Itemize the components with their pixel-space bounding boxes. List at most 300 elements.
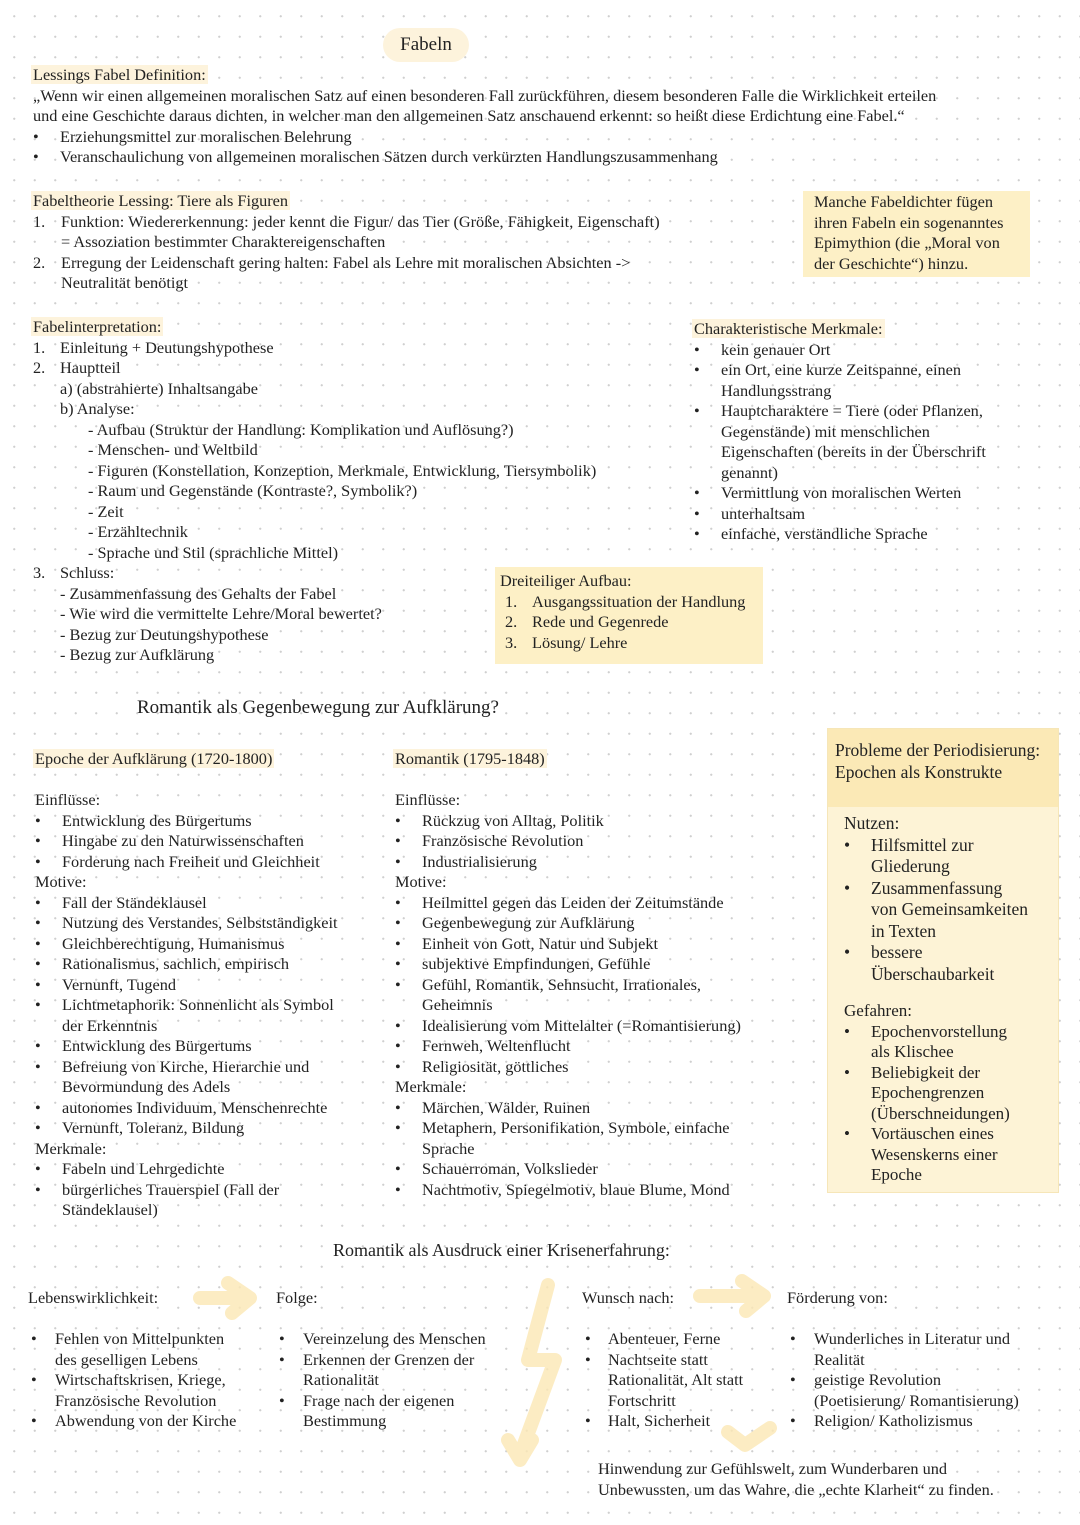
line-text: Nutzung des Verstandes, Selbstständigkeit — [62, 913, 338, 932]
list-item — [395, 934, 741, 955]
line-text: Manche Fabeldichter fügen — [814, 192, 994, 211]
line-text: = Assoziation bestimmter Charaktereigenschaften — [61, 232, 386, 251]
aufklaerung-column — [35, 749, 338, 1221]
bullet-icon: • — [35, 1036, 41, 1055]
line-text: Befreiung von Kirche, Hierarchie und — [62, 1056, 310, 1076]
list-number: 1. — [505, 591, 518, 611]
bullet-icon: • — [35, 810, 41, 830]
list-number: 2. — [33, 252, 46, 272]
list-item — [276, 1350, 486, 1371]
line-text: Merkmale: — [395, 1077, 467, 1096]
list-item — [33, 358, 596, 379]
line-text: Gliederung — [871, 856, 950, 876]
line-text: Fall der Ständeklausel — [62, 892, 207, 912]
line-text: autonomes Individuum, Menschenrechte — [62, 1097, 328, 1117]
line-text: b) Analyse: — [60, 399, 135, 418]
text-line — [814, 192, 1003, 213]
list-item — [33, 212, 660, 233]
bullet-icon: • — [694, 483, 700, 502]
list-item — [582, 1391, 743, 1412]
line-text: Rationalität, Alt statt — [608, 1370, 744, 1389]
list-item — [276, 1329, 486, 1350]
line-text: Religion/ Katholizismus — [814, 1411, 973, 1430]
spacer — [28, 1309, 236, 1330]
list-item — [33, 440, 596, 461]
list-item — [395, 995, 741, 1016]
line-text: Wirtschaftskrisen, Kriege, — [55, 1370, 226, 1389]
line-text: kein genauer Ort — [721, 339, 831, 359]
text-line — [35, 1139, 338, 1160]
list-number: 3. — [505, 632, 518, 652]
line-text: Lessings Fabel Definition: — [33, 65, 206, 84]
bullet-icon: • — [35, 1097, 41, 1117]
line-text: Epochenvorstellung — [871, 1021, 1007, 1041]
line-text: Rationalismus, sachlich, empirisch — [62, 954, 289, 973]
line-text: ein Ort, eine kurze Zeitspanne, einen — [721, 360, 962, 379]
list-item — [33, 502, 596, 523]
line-text: Epoche der Aufklärung (1720-1800) — [35, 749, 273, 768]
line-text: (Poetisierung/ Romantisierung) — [814, 1390, 1019, 1410]
block-heading — [395, 749, 741, 770]
block-heading — [33, 191, 660, 212]
line-text: Schauerroman, Volkslieder — [422, 1159, 598, 1178]
list-item — [844, 1124, 1010, 1145]
bullet-icon: • — [395, 1056, 401, 1076]
line-text: Französische Revolution — [55, 1390, 217, 1410]
line-text: - Erzähltechnik — [88, 522, 188, 541]
list-item — [33, 461, 596, 482]
bullet-icon: • — [694, 360, 700, 379]
line-text: - Bezug zur Deutungshypothese — [60, 624, 269, 644]
text-line — [35, 872, 338, 893]
line-text: Bevormundung des Adels — [62, 1077, 231, 1096]
list-number: 2. — [33, 358, 46, 377]
list-item — [395, 913, 741, 934]
bullet-icon: • — [31, 1370, 37, 1389]
line-text: - Figuren (Konstellation, Konzeption, Merkmale, Entwicklung, Tiersymbolik) — [88, 460, 597, 480]
line-text: Hauptcharaktere = Tiere (oder Pflanzen, — [721, 401, 983, 420]
text-line — [500, 571, 745, 592]
list-item — [276, 1391, 486, 1412]
list-number: 1. — [33, 211, 46, 231]
list-item — [694, 463, 986, 484]
list-item — [844, 835, 1028, 857]
list-item — [694, 360, 986, 381]
list-item — [500, 592, 745, 613]
line-text: Hingabe zu den Naturwissenschaften — [62, 831, 304, 850]
line-text: Förderung von: — [787, 1288, 888, 1307]
line-text: der Erkenntnis — [62, 1015, 158, 1035]
text-line — [276, 1288, 486, 1309]
line-text: Überschaubarkeit — [871, 963, 995, 984]
line-text: Französische Revolution — [422, 831, 584, 850]
list-item — [35, 1098, 338, 1119]
line-text: und eine Geschichte daraus dichten, in welcher man den allgemeinen Satz anschauend erkennt: so heißt diese Erdichtung eine Fabel.“ — [33, 106, 905, 125]
bullet-icon: • — [395, 1097, 401, 1117]
list-item — [582, 1411, 743, 1432]
line-text: Religiosität, göttliches — [422, 1056, 569, 1076]
text-line — [395, 790, 741, 811]
periodization-note — [827, 728, 1059, 1193]
line-text: - Zeit — [88, 501, 124, 521]
line-text: Gleichberechtigung, Humanismus — [62, 933, 285, 953]
list-item — [395, 1098, 741, 1119]
list-item — [582, 1350, 743, 1371]
list-number: 1. — [33, 337, 46, 357]
bullet-icon: • — [31, 1329, 37, 1348]
list-item — [787, 1350, 1019, 1371]
line-text: Lösung/ Lehre — [532, 632, 628, 652]
bullet-icon: • — [35, 913, 41, 932]
romantik-column — [395, 749, 741, 1200]
line-text: Gefühl, Romantik, Sehnsucht, Irrationales, — [422, 974, 701, 994]
list-item — [844, 964, 1028, 986]
list-item — [35, 995, 338, 1016]
list-item — [276, 1370, 486, 1391]
line-text: Nachtseite statt — [608, 1349, 708, 1369]
line-text: in Texten — [871, 920, 937, 941]
line-text: Metaphern, Personifikation, Symbole, einfache — [422, 1118, 730, 1137]
list-item — [844, 1145, 1010, 1166]
structure-note — [495, 567, 763, 664]
bullet-icon: • — [395, 1159, 401, 1178]
line-text: Lichtmetaphorik: Sonnenlicht als Symbol — [62, 995, 334, 1014]
line-text: Lebenswirklichkeit: — [28, 1288, 159, 1307]
line-text: Rückzug von Alltag, Politik — [422, 810, 604, 830]
list-item — [35, 893, 338, 914]
text-line — [33, 106, 936, 127]
bullet-icon: • — [395, 1179, 401, 1199]
line-text: Wunsch nach: — [582, 1288, 675, 1307]
line-text: Vereinzelung des Menschen — [303, 1329, 486, 1348]
list-item — [33, 543, 596, 564]
list-item — [395, 1159, 741, 1180]
list-item — [33, 399, 596, 420]
bullet-icon: • — [844, 1062, 850, 1082]
fable-theory — [33, 191, 660, 294]
list-item — [33, 420, 596, 441]
line-text: Dreiteiliger Aufbau: — [500, 571, 632, 590]
spacer — [276, 1309, 486, 1330]
bullet-icon: • — [395, 913, 401, 932]
bullet-icon: • — [35, 995, 41, 1014]
bullet-icon: • — [844, 834, 851, 855]
line-text: Einheit von Gott, Natur und Subjekt — [422, 933, 659, 953]
list-item — [35, 1180, 338, 1201]
line-text: Vernunft, Tugend — [62, 974, 176, 994]
line-text: Einflüsse: — [395, 790, 461, 809]
bullet-icon: • — [844, 1021, 850, 1041]
bullet-icon: • — [395, 831, 401, 850]
line-text: Epimythion (die „Moral von — [814, 233, 1000, 252]
line-text: Schluss: — [60, 563, 115, 582]
list-item — [500, 612, 745, 633]
list-item — [844, 856, 1028, 878]
list-item — [395, 831, 741, 852]
line-text: Ausgangssituation der Handlung — [532, 591, 746, 611]
line-text: als Klischee — [871, 1042, 954, 1061]
line-text: Gegenbewegung zur Aufklärung — [422, 913, 635, 932]
list-item — [844, 1165, 1010, 1186]
characteristics — [694, 319, 986, 545]
list-item — [33, 273, 660, 294]
list-item — [35, 1077, 338, 1098]
line-text: subjektive Empfindungen, Gefühle — [422, 954, 651, 973]
line-text: Entwicklung des Bürgertums — [62, 1036, 252, 1055]
bullet-icon: • — [790, 1370, 796, 1389]
bullet-icon: • — [279, 1329, 285, 1348]
line-text: Funktion: Wiedererkennung: jeder kennt die Figur/ das Tier (Größe, Fähigkeit, Eigenschaft) — [61, 211, 660, 231]
line-text: genannt) — [721, 462, 778, 482]
list-item — [844, 942, 1028, 964]
line-text: Abenteuer, Ferne — [608, 1329, 721, 1348]
text-line — [844, 1001, 1010, 1022]
line-text: Rede und Gegenrede — [532, 612, 669, 631]
list-item — [787, 1370, 1019, 1391]
list-item — [35, 954, 338, 975]
list-item — [395, 975, 741, 996]
krise-column-foerderung — [787, 1288, 1019, 1432]
line-text: Charakteristische Merkmale: — [694, 319, 883, 338]
list-item — [35, 913, 338, 934]
bullet-icon: • — [694, 524, 700, 543]
bullet-icon: • — [790, 1411, 796, 1430]
fable-definition — [33, 65, 936, 168]
bullet-icon: • — [395, 1036, 401, 1055]
line-text: Nachtmotiv, Spiegelmotiv, blaue Blume, Mond — [422, 1179, 730, 1199]
bullet-icon: • — [790, 1329, 796, 1348]
list-item — [35, 1118, 338, 1139]
bullet-icon: • — [585, 1411, 591, 1430]
bullet-icon: • — [395, 1118, 401, 1137]
line-text: Wesenskerns einer — [871, 1144, 998, 1164]
block-heading — [35, 749, 338, 770]
bullet-icon: • — [395, 1015, 401, 1035]
list-item — [28, 1329, 236, 1350]
line-text: Vermittlung von moralischen Werten — [721, 483, 962, 502]
spacer — [582, 1309, 743, 1330]
bullet-icon: • — [31, 1411, 37, 1430]
line-text: Geheimnis — [422, 995, 493, 1014]
list-item — [395, 1139, 741, 1160]
list-item — [35, 811, 338, 832]
list-item — [395, 852, 741, 873]
list-item — [33, 147, 936, 168]
line-text: Handlungsstrang — [721, 380, 832, 400]
list-item — [35, 831, 338, 852]
bullet-icon: • — [35, 1179, 41, 1199]
page-title: Fabeln — [383, 28, 469, 62]
line-text: Folge: — [276, 1288, 318, 1307]
list-item — [33, 379, 596, 400]
line-text: ihren Fabeln ein sogenanntes — [814, 212, 1004, 232]
line-text: einfache, verständliche Sprache — [721, 524, 928, 543]
line-text: Hilfsmittel zur — [871, 834, 974, 855]
line-text: Neutralität benötigt — [61, 273, 189, 292]
line-text: des geselligen Lebens — [55, 1349, 198, 1369]
list-item — [787, 1391, 1019, 1412]
line-text: Epoche — [871, 1165, 922, 1184]
text-line — [844, 813, 1028, 835]
bullet-icon: • — [35, 831, 41, 850]
line-text: (Überschneidungen) — [871, 1103, 1010, 1123]
list-item — [35, 1200, 338, 1221]
line-text: bürgerliches Trauerspiel (Fall der — [62, 1179, 280, 1199]
line-text: Vernunft, Toleranz, Bildung — [62, 1118, 245, 1137]
text-line — [787, 1288, 1019, 1309]
text-line — [395, 872, 741, 893]
text-line — [33, 86, 936, 107]
line-text: geistige Revolution — [814, 1370, 942, 1389]
line-text: - Zusammenfassung des Gehalts der Fabel — [60, 583, 337, 603]
list-item — [395, 1036, 741, 1057]
line-text: Beliebigkeit der — [871, 1062, 981, 1082]
bullet-icon: • — [395, 974, 401, 994]
list-item — [35, 1016, 338, 1037]
line-text: Fehlen von Mittelpunkten — [55, 1329, 225, 1348]
list-item — [395, 1118, 741, 1139]
bullet-icon: • — [279, 1390, 285, 1410]
list-item — [35, 1057, 338, 1078]
list-item — [395, 1180, 741, 1201]
list-item — [844, 878, 1028, 900]
list-item — [395, 1016, 741, 1037]
list-item — [844, 1104, 1010, 1125]
list-item — [35, 934, 338, 955]
line-text: Industrialisierung — [422, 851, 537, 871]
line-text: Wunderliches in Literatur und — [814, 1329, 1011, 1348]
list-item — [35, 852, 338, 873]
periodization-header: Probleme der Periodisierung: Epochen als Konstrukte — [828, 729, 1058, 807]
list-item — [787, 1411, 1019, 1432]
list-item — [582, 1370, 743, 1391]
line-text: von Gemeinsamkeiten — [871, 899, 1028, 919]
line-text: Frage nach der eigenen — [303, 1390, 455, 1410]
krise-column-folge — [276, 1288, 486, 1432]
line-text: Märchen, Wälder, Ruinen — [422, 1097, 591, 1117]
list-item — [844, 1083, 1010, 1104]
line-text: Ständeklausel) — [62, 1200, 158, 1219]
spacer — [787, 1309, 1019, 1330]
line-text: Romantik (1795-1848) — [395, 749, 545, 768]
line-text: Forderung nach Freiheit und Gleichheit — [62, 851, 320, 871]
list-item — [33, 253, 660, 274]
line-text: Fortschritt — [608, 1390, 676, 1410]
line-text: Hauptteil — [60, 358, 121, 377]
line-text: Entwicklung des Bürgertums — [62, 810, 252, 830]
line-text: Abwendung von der Kirche — [55, 1411, 237, 1430]
list-item — [395, 1057, 741, 1078]
bullet-icon: • — [395, 892, 401, 912]
bullet-icon: • — [35, 954, 41, 973]
list-item — [844, 1022, 1010, 1043]
line-text: Gefahren: — [844, 1001, 912, 1020]
bullet-icon: • — [844, 877, 851, 898]
list-item — [395, 954, 741, 975]
line-text: Einleitung + Deutungshypothese — [60, 337, 274, 357]
list-item — [395, 893, 741, 914]
text-line — [814, 233, 1003, 254]
line-text: Realität — [814, 1349, 865, 1369]
line-text: Merkmale: — [35, 1138, 107, 1158]
list-item — [33, 232, 660, 253]
list-item — [500, 633, 745, 654]
line-text: Erziehungsmittel zur moralischen Belehrung — [60, 126, 352, 146]
line-text: - Sprache und Stil (sprachliche Mittel) — [88, 542, 339, 562]
line-text: - Wie wird die vermittelte Lehre/Moral bewertet? — [60, 604, 382, 623]
bullet-icon: • — [395, 851, 401, 871]
section-heading-romantik: Romantik als Gegenbewegung zur Aufklärung? — [137, 697, 499, 718]
block-heading — [33, 65, 936, 86]
bullet-icon: • — [585, 1329, 591, 1348]
list-item — [844, 921, 1028, 943]
bullet-icon: • — [35, 1159, 41, 1178]
list-item — [35, 1036, 338, 1057]
text-line — [28, 1288, 236, 1309]
bullet-icon: • — [395, 810, 401, 830]
bullet-icon: • — [585, 1349, 591, 1369]
list-item — [28, 1411, 236, 1432]
epimythion-note — [803, 191, 1030, 277]
text-line — [582, 1288, 743, 1309]
bullet-icon: • — [395, 933, 401, 953]
text-line — [395, 1077, 741, 1098]
bullet-icon: • — [35, 1118, 41, 1137]
krise-column-wunsch — [582, 1288, 743, 1432]
line-text: Erregung der Leidenschaft gering halten: Fabel als Lehre mit moralischen Absichten -> — [61, 252, 631, 272]
text-line — [814, 213, 1003, 234]
list-item — [694, 524, 986, 545]
line-text: der Geschichte“) hinzu. — [814, 253, 969, 273]
line-text: Bestimmung — [303, 1411, 387, 1430]
bullet-icon: • — [35, 1056, 41, 1076]
line-text: bessere — [871, 942, 923, 962]
line-text: Eigenschaften (bereits in der Überschrift — [721, 442, 986, 461]
list-item — [28, 1350, 236, 1371]
list-item — [694, 422, 986, 443]
list-item — [33, 127, 936, 148]
list-item — [694, 401, 986, 422]
line-text: Halt, Sicherheit — [608, 1411, 711, 1430]
bullet-icon: • — [279, 1349, 285, 1369]
bullet-icon: • — [694, 503, 700, 523]
list-item — [694, 381, 986, 402]
bullet-icon: • — [35, 851, 41, 871]
list-item — [844, 899, 1028, 921]
line-text: Rationalität — [303, 1370, 379, 1389]
section-heading-krise: Romantik als Ausdruck einer Krisenerfahrung: — [333, 1240, 670, 1260]
line-text: - Aufbau (Struktur der Handlung: Komplikation und Auflösung?) — [88, 419, 514, 439]
list-item — [33, 338, 596, 359]
line-text: Nutzen: — [844, 813, 900, 833]
bullet-icon: • — [35, 892, 41, 912]
bullet-icon: • — [35, 933, 41, 953]
list-item — [844, 1042, 1010, 1063]
line-text: Fabelinterpretation: — [33, 317, 162, 336]
line-text: Einflüsse: — [35, 790, 101, 809]
line-text: Heilmittel gegen das Leiden der Zeitumstände — [422, 892, 724, 912]
line-text: a) (abstrahierte) Inhaltsangabe — [60, 378, 258, 398]
text-line — [35, 790, 338, 811]
line-text: Motive: — [395, 872, 447, 891]
line-text: - Raum und Gegenstände (Kontraste?, Symbolik?) — [88, 481, 418, 500]
line-text: - Menschen- und Weltbild — [88, 440, 258, 459]
line-text: Fabeltheorie Lessing: Tiere als Figuren — [33, 191, 289, 210]
conclusion: Hinwendung zur Gefühlswelt, zum Wunderbaren und Unbewussten, um das Wahre, die „echte Klarheit“ zu finden. — [598, 1459, 994, 1499]
line-text: Sprache — [422, 1138, 475, 1158]
line-text: unterhaltsam — [721, 503, 806, 523]
spacer — [35, 770, 338, 791]
